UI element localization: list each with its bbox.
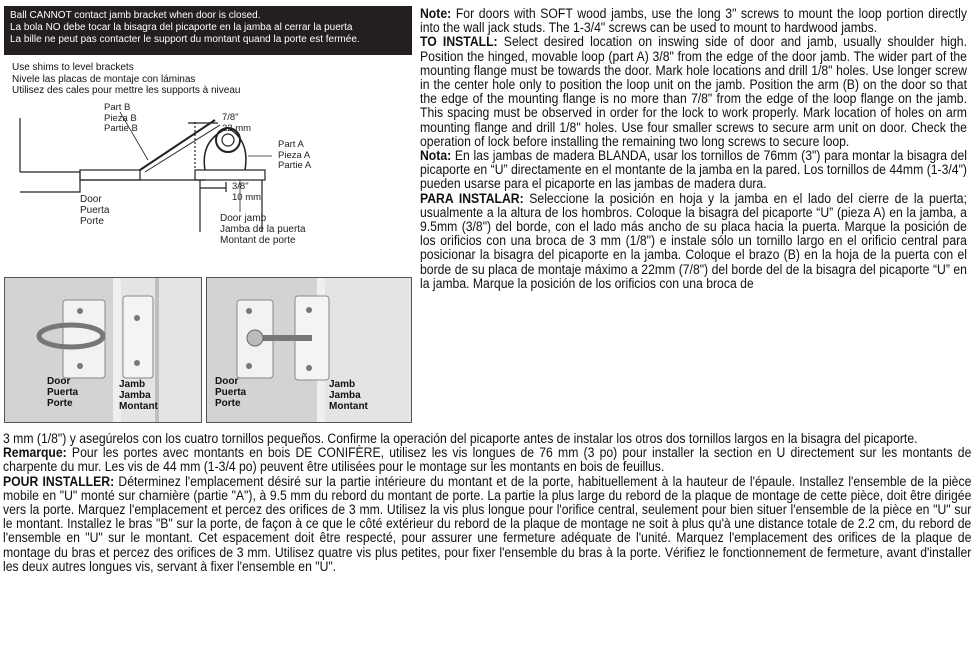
photo-latch-closed <box>206 277 412 423</box>
shim-jamb <box>195 170 265 180</box>
photo-latch-open <box>4 277 202 423</box>
loop-pin <box>222 134 234 146</box>
shims-en: Use shims to level brackets <box>12 62 134 73</box>
shims-es: Nivele las placas de montaje con láminas <box>12 73 196 85</box>
photo1-door-label: Door Puerta Porte <box>47 376 79 409</box>
warning-es: La bola NO debe tocar la bisagra del picaporte en la jamba al cerrar la puerta <box>10 22 353 33</box>
note-en: Note: For doors with SOFT wood jambs, use the long 3" screws to mount the loop portion directly into the wall jack studs. The 1-3/4" screws can be used to mount to hardwood jambs. <box>420 6 967 37</box>
install-fr: POUR INSTALLER: Déterminez l'emplacement désiré sur la partie intérieure du montant et de la porte, habituellement à la hauteur de l'épaule. Installez l'ensemble de la pièce mobile en "U" monté sur charnière (partie "A"), à 9.5 mm du rebord du montant de porte. La partie la plus large du rebord de la plaque de montage de cette pièce, doit être dirigée vers la porte. Marquez l'emplacement et percez des orifices de 3 mm. Utilisez la vis plus longue pour l'orifice central, seulement pour bien situer l'ensemble de la pièce en "U" sur le montant. Installez le bras "B" sur la porte, de façon à ce que le côté extérieur du rebord de la plaque de montage ne soit à plus qu'à une distance totale de 2.2 cm, du rebord de l'ensemble en "U" sur le montant. Cet espacement doit être respecté, pour assurer une fermeture adéquate de l'unité. Marquez l'emplacement des orifices de la plaque de montage du bras et percez des orifices de 3 mm. Utilisez quatre vis plus petites, pour fixer l'ensemble du bras à la porte. Vérifiez le fonctionnement de fermeture, avant d'installer les deux autres longues vis, servant à fixer l'ensemble en "U". <box>3 473 972 575</box>
label-dim-top: 7/8" 22 mm <box>222 112 252 134</box>
photo1-jamb-label: Jamb Jamba Montant <box>119 379 158 412</box>
label-part-b: Part B Pieza B Partie B <box>104 102 138 134</box>
warning-box <box>4 6 412 55</box>
installation-diagram <box>0 55 415 275</box>
photo2-jamb-label: Jamb Jamba Montant <box>329 379 368 412</box>
warning-fr: La bille ne peut pas contacter le support du montant quand la porte est fermée. <box>10 34 360 45</box>
label-door: Door Puerta Porte <box>80 194 110 227</box>
install-en: TO INSTALL: Select desired location on inswing side of door and jamb, usually shoulder high. Position the hinged, movable loop (part A) 3/8" from the edge of the door jamb. The wider part of the mounting flange must be towards the door. Mark hole locations and drill 1/8" holes. Use longer screw in the center hole only to position the loop unit on the jamb. Position the arm (B) on the door so that the edge of the mounting flange is no more than 7/8" from the edge of the loop flange on the jamb. This spacing must be observed in order for the lock to work properly. Mark location of holes on arm mounting flange and drill 1/8" holes. Use four smaller screws to secure arm unit on door. Check the operation of lock before installing the remaining two long screws to secure loop. <box>420 34 967 150</box>
arm-part-b-edge <box>145 125 220 172</box>
install-es-part1: PARA INSTALAR: Seleccione la posición en hoja y la jamba en el lado del cierre de la puerta; usualmente a la altura de los hombros. Coloque la bisagra del picaporte “U” (pieza A) en la jamba, a 9.5mm (3/8") del borde, con el lado más ancho de su placa hacia la puerta. Marque la posición de los orificios con una broca de 3 mm (1/8") e instale sólo un tornillo largo en el orificio central para posicionar la bisagra del picaporte en la jamba. Coloque el brazo (B) en la hoja de la puerta con el borde de su placa de montaje máximo a 22mm (7/8") del borde del de la bisagra del picaporte “U” en la jamba. Marque la posición de los orificios con una broca de <box>420 190 967 292</box>
label-dim-bottom: 3/8" 10 mm <box>232 181 262 203</box>
note-fr: Remarque: Pour les portes avec montants en bois DE CONIFÈRE, utilisez les vis longues de 76 mm (3 po) pour installer la section en U directement sur les montants de charpente du mur. Les vis de 44 mm (1-3/4 po) peuvent être utilisées pour le montage sur les montants en bois de feuillus. <box>3 445 972 476</box>
photo2-door-label: Door Puerta Porte <box>215 376 247 409</box>
warning-en: Ball CANNOT contact jamb bracket when door is closed. <box>10 10 261 21</box>
instructions-right-column <box>420 7 967 291</box>
door-profile <box>20 172 80 192</box>
install-es-part2: 3 mm (1/8") y asegúrelos con los cuatro tornillos pequeños. Confirme la operación del picaporte antes de instalar los otros dos tornillos largos en la bisagra del picaporte. <box>3 431 918 447</box>
shim-door <box>80 170 140 180</box>
photo-latch-open-illustration <box>5 278 202 423</box>
shims-fr: Utilisez des cales pour mettre les supports à niveau <box>12 85 241 96</box>
label-door-jamb: Door jamb Jamba de la puerta Montant de porte <box>220 213 306 246</box>
note-es: Nota: En las jambas de madera BLANDA, usar los tornillos de 76mm (3") para montar la bisagra del picaporte en “U” directamente en el montante de la jamba en la pared. Los tornillos de 44mm (1-3/4") pueden usarse para el picaporte en las jambas de madera dura. <box>420 148 967 193</box>
label-part-a: Part A Pieza A Partie A <box>278 139 312 171</box>
instructions-full-width <box>3 432 971 574</box>
